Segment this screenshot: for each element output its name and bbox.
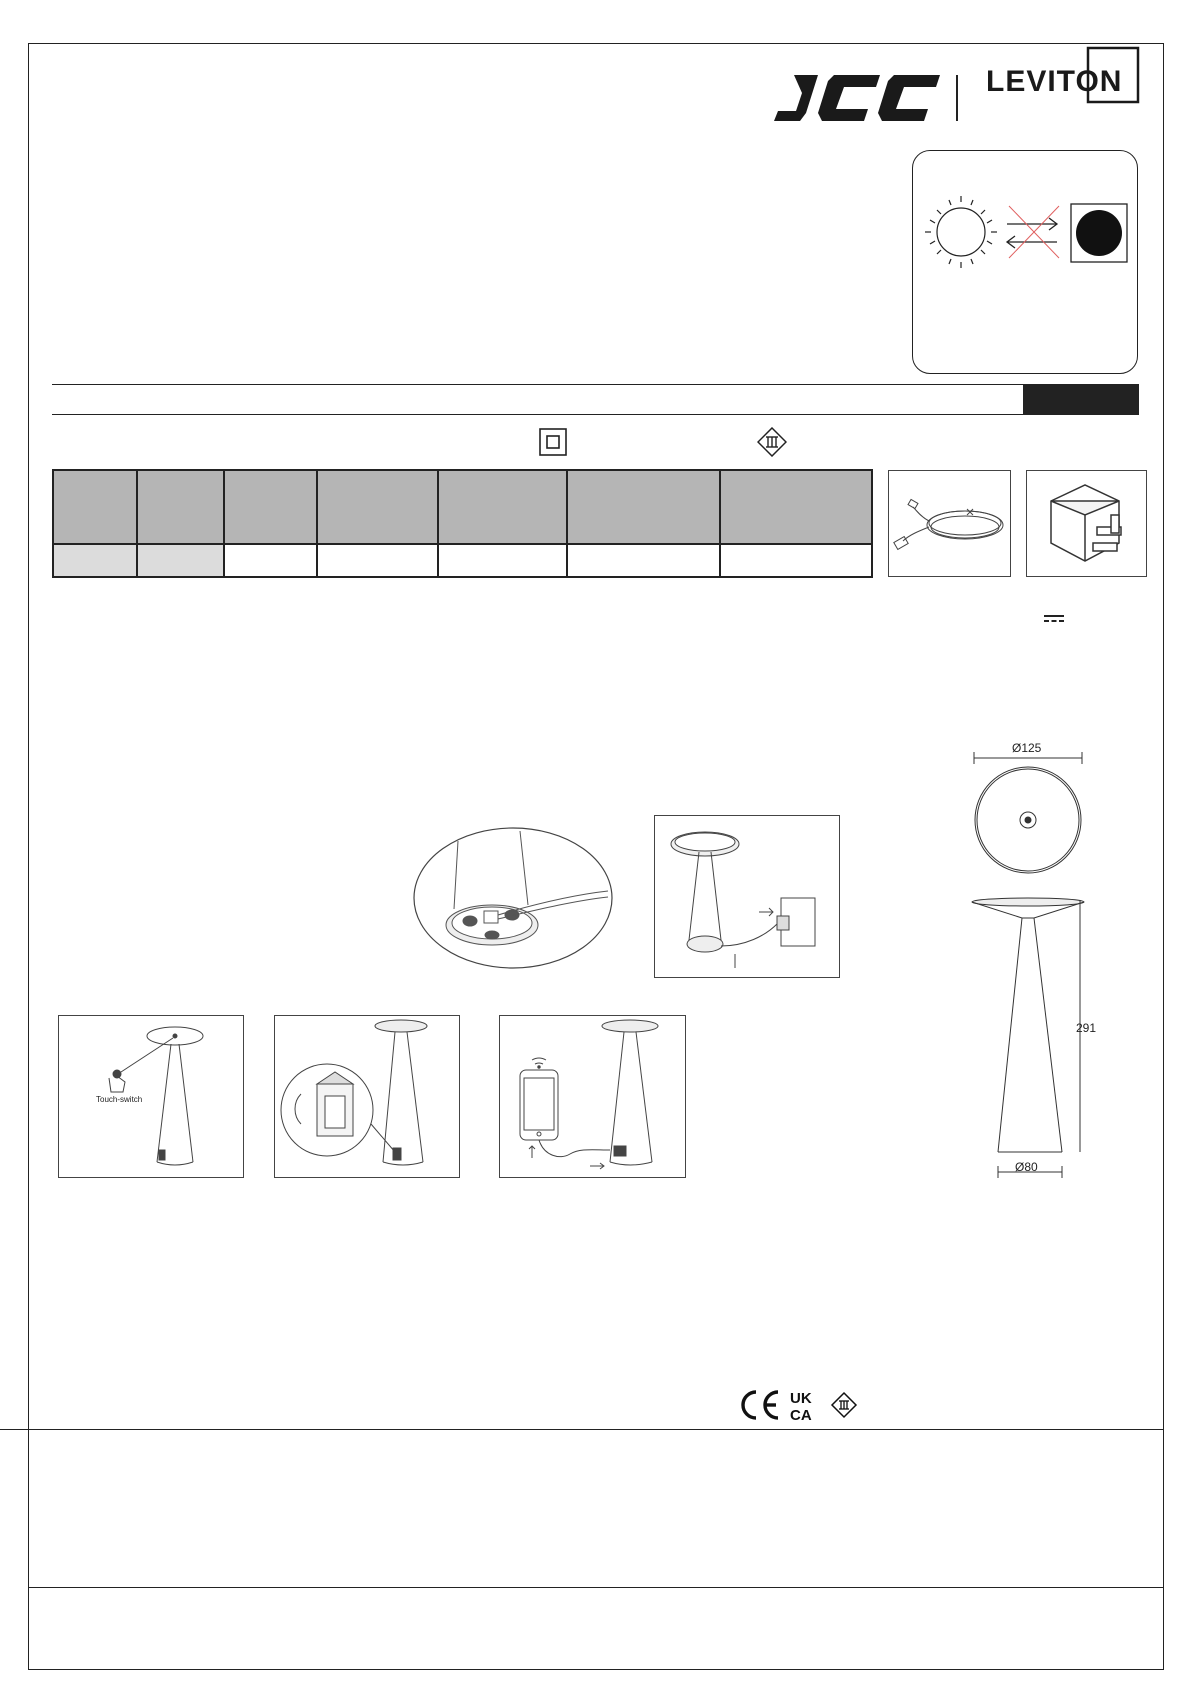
ukca-mark-icon — [790, 1390, 812, 1422]
usb-cable-image — [888, 470, 1011, 577]
title-rule-bottom — [52, 414, 1139, 415]
spec-table-header-row — [53, 470, 872, 544]
section-dark-tab — [1023, 384, 1139, 415]
touch-switch-image — [58, 1015, 244, 1178]
spec-header-cell — [720, 470, 872, 544]
spec-cell — [224, 544, 317, 577]
spec-cell — [317, 544, 438, 577]
certification-marks — [738, 1388, 862, 1422]
base-charging-port-detail — [412, 825, 614, 971]
footer-rule-1 — [0, 1429, 1164, 1430]
spec-header-cell — [137, 470, 224, 544]
cross-lines — [1009, 206, 1059, 258]
power-bank-image — [499, 1015, 686, 1178]
ce-mark-icon — [743, 1392, 778, 1418]
moon-icon — [1071, 204, 1127, 262]
spec-header-cell — [53, 470, 137, 544]
spec-header-cell — [438, 470, 567, 544]
dimension-drawing — [970, 740, 1090, 1180]
double-insulation-square-icon — [539, 428, 567, 456]
svg-text:LEVITON: LEVITON — [986, 65, 1123, 98]
spec-table — [52, 469, 873, 578]
touch-switch-label: Touch-switch — [96, 1095, 143, 1104]
top-diameter-label: Ø125 — [1012, 741, 1042, 755]
spec-header-cell — [224, 470, 317, 544]
sun-moon-badge — [912, 150, 1138, 374]
title-rule-top — [52, 384, 1139, 385]
spec-header-cell — [317, 470, 438, 544]
jcc-logo — [772, 73, 942, 125]
footer-rule-2 — [28, 1587, 1164, 1588]
leviton-logo — [984, 46, 1140, 106]
direct-current-icon — [1044, 614, 1064, 624]
class-III-icon — [832, 1393, 856, 1417]
spec-cell — [438, 544, 567, 577]
spec-cell — [567, 544, 720, 577]
usb-port-cover-image — [274, 1015, 460, 1178]
logo-divider — [956, 75, 958, 121]
height-label: 291 — [1076, 1021, 1097, 1035]
spec-table-data-row — [53, 544, 872, 577]
no-heat-arrows — [1007, 218, 1057, 248]
svg-text:UK: UK — [790, 1390, 812, 1407]
spec-cell — [137, 544, 224, 577]
sun-icon — [925, 196, 997, 268]
class-III-diamond-icon — [757, 427, 787, 457]
spec-cell — [53, 544, 137, 577]
spec-header-cell — [567, 470, 720, 544]
plug-adapter-image — [1026, 470, 1147, 577]
spec-cell — [720, 544, 872, 577]
wall-charging-image — [654, 815, 840, 978]
svg-text:CA: CA — [790, 1407, 812, 1422]
base-diameter-label: Ø80 — [1015, 1160, 1038, 1174]
